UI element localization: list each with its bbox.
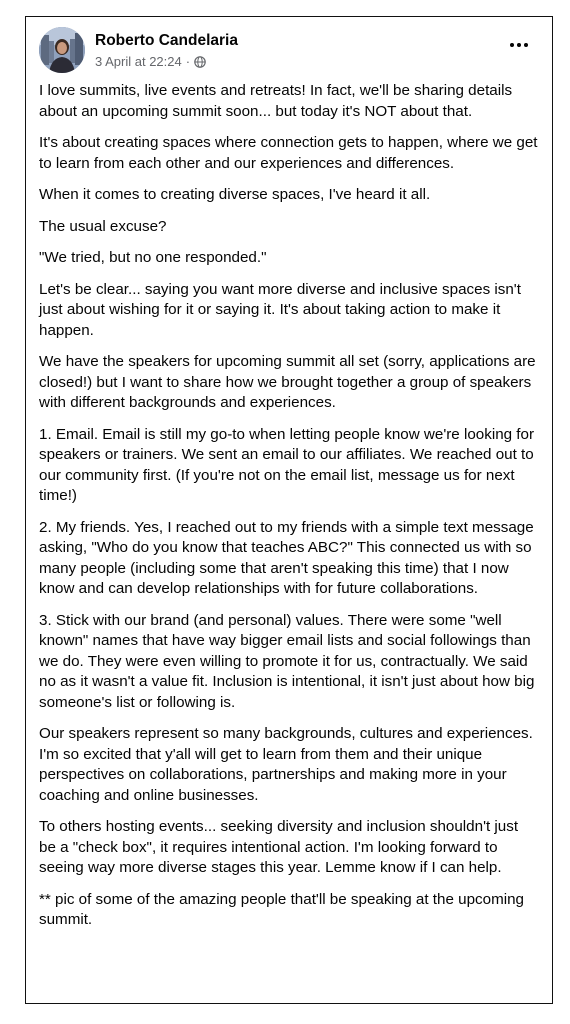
avatar[interactable] xyxy=(39,27,85,73)
post-header xyxy=(39,27,542,75)
post-paragraph: Our speakers represent so many backgrounds, cultures and experiences. I'm so excited that y'all will get to learn from them and their unique perspectives on collaborations, partnerships and making more in your coaching and online businesses. xyxy=(39,725,533,804)
post-paragraph: I love summits, live events and retreats! In fact, we'll be sharing details about an upcoming summit soon... but today it's NOT about that. xyxy=(39,82,513,120)
post-paragraph: We have the speakers for upcoming summit all set (sorry, applications are closed!) but I want to share how we brought together a group of speakers with different backgrounds and experiences. xyxy=(39,353,536,411)
post-paragraph: 2. My friends. Yes, I reached out to my friends with a simple text message asking, "Who do you know that teaches ABC?" This connected us with so many people (including some that aren't speaking this time) that I now know and can develop relationships with for future collaborations. xyxy=(39,518,534,597)
more-horizontal-icon xyxy=(509,42,529,48)
avatar-photo xyxy=(39,27,85,73)
meta-separator: · xyxy=(185,54,191,69)
post-card xyxy=(25,16,553,1004)
post-paragraph: 1. Email. Email is still my go-to when letting people know we're looking for speakers or trainers. We sent an email to our affiliates. We reached out to our community first. (If you're not on the email list, message us for next time!) xyxy=(39,425,535,504)
post-paragraph: It's about creating spaces where connection gets to happen, where we get to learn from each other and our experiences and differences. xyxy=(39,134,538,172)
author-name[interactable]: Roberto Candelaria xyxy=(95,32,238,49)
post-paragraph: "We tried, but no one responded." xyxy=(39,249,267,266)
post-paragraph: The usual excuse? xyxy=(39,217,167,235)
post-paragraph: Let's be clear... saying you want more diverse and inclusive spaces isn't just about wishing for it or saying it. It's about taking action to make it happen. xyxy=(39,280,521,339)
post-paragraph: ** pic of some of the amazing people that'll be speaking at the upcoming summit. xyxy=(39,890,524,928)
post-meta xyxy=(95,54,206,69)
post-paragraph: To others hosting events... seeking diversity and inclusion shouldn't just be a "check box", it requires intentional action. I'm looking forward to seeing way more diverse stages this year. Lemme know if I can help. xyxy=(39,818,519,876)
globe-icon xyxy=(194,56,206,68)
post-body xyxy=(39,81,539,942)
post-paragraph: When it comes to creating diverse spaces, I've heard it all. xyxy=(39,186,431,203)
more-options-button[interactable] xyxy=(506,37,532,53)
post-paragraph: 3. Stick with our brand (and personal) values. There were some "well known" names that have way bigger email lists and social followings than we do. They were even willing to promote it for us, contractually. We said no as it wasn't a value fit. Inclusion is intentional, it isn't just about how big someone's list or following is. xyxy=(39,611,535,711)
post-timestamp[interactable]: 3 April at 22:24 xyxy=(95,54,182,69)
